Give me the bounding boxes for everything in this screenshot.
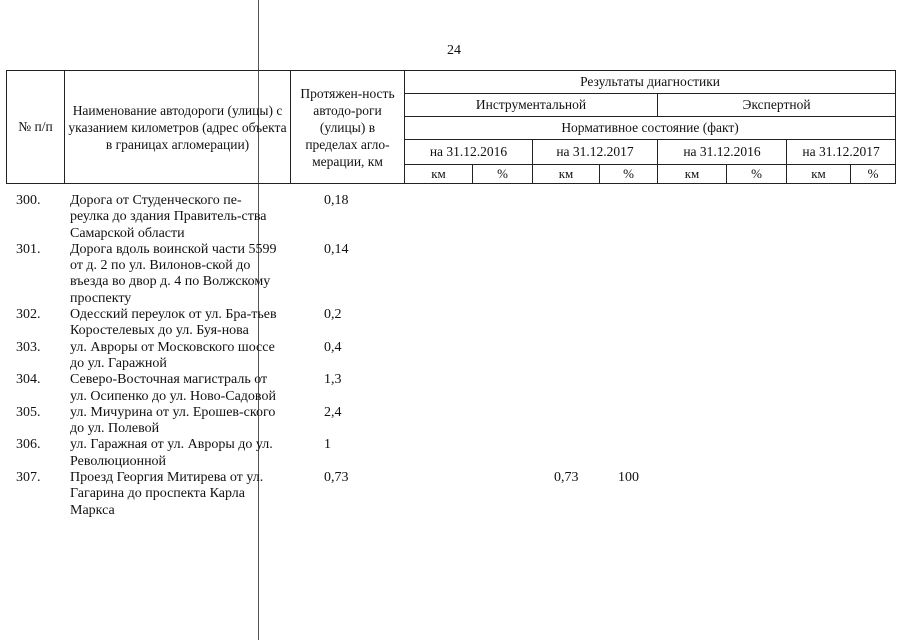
date-header: на 31.12.2016 bbox=[658, 140, 787, 165]
unit-pct-header: % bbox=[473, 165, 533, 184]
row-number: 304. bbox=[16, 372, 41, 388]
row-number: 307. bbox=[16, 470, 41, 486]
road-name: Проезд Георгия Митирева от ул. Гагарина до проспекта Карла Маркса bbox=[70, 470, 264, 518]
diagnostics-table-header bbox=[6, 70, 896, 184]
unit-pct-header: % bbox=[600, 165, 658, 184]
road-length: 0,73 bbox=[324, 470, 349, 486]
table-row bbox=[6, 193, 895, 242]
date-header: на 31.12.2017 bbox=[787, 140, 896, 165]
road-name: ул. Авроры от Московского шоссе до ул. Гаражной bbox=[70, 339, 275, 371]
road-name: ул. Гаражная от ул. Авроры до ул. Революционной bbox=[70, 437, 273, 469]
road-name: ул. Мичурина от ул. Ерошев-ского до ул. Полевой bbox=[70, 404, 276, 437]
road-length: 0,2 bbox=[324, 307, 342, 323]
road-name: Дорога от Студенческого пе-реулка до здания Правитель-ства Самарской области bbox=[70, 193, 267, 241]
page-number: 24 bbox=[447, 43, 461, 58]
expert-header: Экспертной bbox=[658, 94, 896, 117]
row-number: 301. bbox=[16, 241, 41, 257]
col-number-header: № п/п bbox=[7, 71, 65, 184]
road-length: 2,4 bbox=[324, 404, 342, 420]
col-name-header: Наименование автодороги (улицы) с указанием километров (адрес объекта в границах агломерации) bbox=[65, 71, 291, 184]
unit-km-header: км bbox=[787, 165, 851, 184]
road-length: 0,4 bbox=[324, 339, 342, 355]
road-length: 1,3 bbox=[324, 372, 342, 388]
table-row bbox=[6, 437, 895, 470]
unit-km-header: км bbox=[658, 165, 727, 184]
row-number: 300. bbox=[16, 193, 41, 208]
instrumental-2017-km: 0,73 bbox=[554, 470, 579, 486]
normative-header: Нормативное состояние (факт) bbox=[405, 117, 896, 140]
table-row bbox=[6, 242, 895, 307]
road-length: 1 bbox=[324, 437, 331, 453]
row-number: 303. bbox=[16, 339, 41, 355]
table-row bbox=[6, 372, 895, 405]
col-length-header: Протяжен-ность автодо-роги (улицы) в пределах агло-мерации, км bbox=[291, 71, 405, 184]
date-header: на 31.12.2017 bbox=[533, 140, 658, 165]
row-number: 302. bbox=[16, 307, 41, 323]
table-row bbox=[6, 340, 895, 373]
date-header: на 31.12.2016 bbox=[405, 140, 533, 165]
table-row bbox=[6, 405, 895, 438]
instrumental-header: Инструментальной bbox=[405, 94, 658, 117]
unit-km-header: км bbox=[405, 165, 473, 184]
unit-km-header: км bbox=[533, 165, 600, 184]
instrumental-2017-pct: 100 bbox=[618, 470, 639, 486]
row-number: 306. bbox=[16, 437, 41, 453]
table-body bbox=[6, 193, 895, 519]
road-name: Дорога вдоль воинской части 5599 от д. 2 по ул. Вилонов-ской до въезда во двор д. 4 по Волжскому проспекту bbox=[70, 241, 277, 306]
road-name: Северо-Восточная магистраль от ул. Осипенко до ул. Ново-Садовой bbox=[70, 372, 276, 404]
road-length: 0,18 bbox=[324, 193, 349, 208]
table-row bbox=[6, 470, 895, 519]
road-length: 0,14 bbox=[324, 241, 349, 257]
unit-pct-header: % bbox=[851, 165, 896, 184]
unit-pct-header: % bbox=[727, 165, 787, 184]
road-name: Одесский переулок от ул. Бра-тьев Коростелевых до ул. Буя-нова bbox=[70, 307, 277, 339]
row-number: 305. bbox=[16, 404, 41, 420]
results-header: Результаты диагностики bbox=[405, 71, 896, 94]
table-row bbox=[6, 307, 895, 340]
